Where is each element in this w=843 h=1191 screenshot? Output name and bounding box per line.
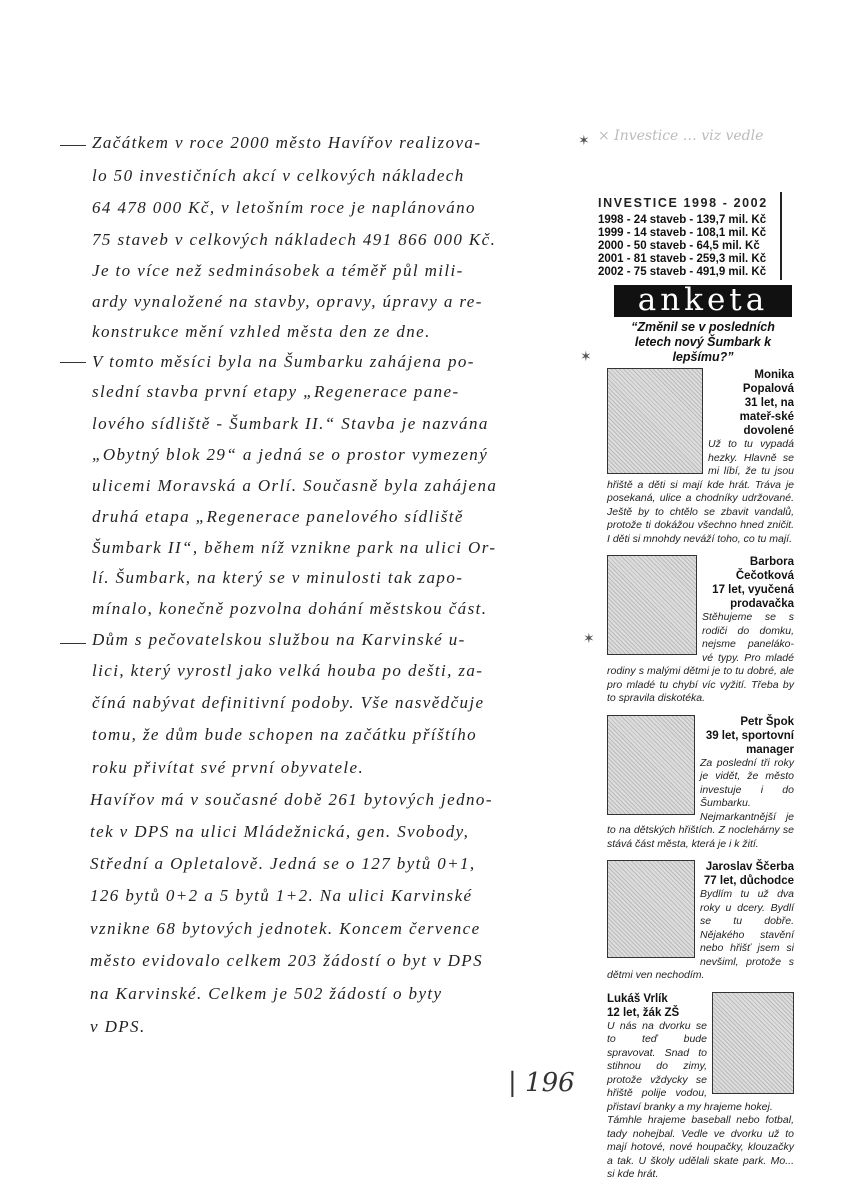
respondent-answer: U nás na dvorku se to teď bude spravovat. Snad to stihnou do zimy, protože vždycky se hřiště polije vodou, přistaví branky a my hrajeme hokej. [607,1019,773,1113]
investice-row: 2002 - 75 staveb - 491,9 mil. Kč [598,266,767,278]
respondent-name: Monika Popalová [742,369,794,395]
handwritten-line: konstrukce mění vzhled města den ze dne. [92,322,431,341]
handwritten-line: ulicemi Moravská a Orlí. Současně byla zahájena [92,476,498,495]
respondent-answer: Za poslední tři roky je vidět, že město investuje i do Šumbarku. Nejmarkantnější je to na dětských hřištích. Z noclehárny se stává část města, která je i k žití. [607,756,794,850]
respondent-answer: Stěhujeme se s rodiči do domku, nejsme paneláko-vé typy. Pro mladé rodiny s malými dětmi je to tu dobré, ale pro mladé tu chybí víc vyžití. Třeba by to spravila diskotéka. [607,611,794,704]
handwritten-line: vznikne 68 bytových jednotek. Koncem července [90,919,481,938]
investice-row: 2001 - 81 staveb - 259,3 mil. Kč [598,253,767,265]
investice-row: 1999 - 14 staveb - 108,1 mil. Kč [598,227,767,239]
respondent-answer: Bydlím tu už dva roky u dcery. Bydlí se tu dobře. Nějakého stavění nebo hřišť jsem si nevšiml, protože s dětmi ven nechodím. [607,888,794,981]
respondent-photo [607,368,703,474]
handwritten-line: lového sídliště - Šumbark II.“ Stavba je nazvána [92,414,489,433]
respondent-name: Petr Špok [740,715,794,728]
paragraph-dash [60,362,86,363]
respondent-photo [607,715,695,815]
paragraph-dash [60,145,86,146]
handwritten-line: Střední a Opletalově. Jedná se o 127 bytů 0+1, [90,854,476,873]
respondent [607,368,794,546]
margin-note: × Investice … viz vedle [598,128,764,144]
handwritten-line: V tomto měsíci byla na Šumbarku zahájena po- [92,352,475,371]
respondent [607,555,794,706]
investice-box [598,196,778,279]
investice-row: 1998 - 24 staveb - 139,7 mil. Kč [598,214,767,226]
respondent-info: 31 let, na mateř-ské dovolené [739,397,794,437]
respondent-info: 77 let, důchodce [703,875,794,887]
respondent [607,992,794,1182]
handwritten-line: lici, který vyrostl jako velká houba po dešti, za- [92,661,484,680]
respondent-answer-continued: Támhle hrajeme baseball nebo fotbal, tady nohejbal. Vedle ve dvorku už to mají hotové, nové houpačky, klouzačky a tak. U školy udělali skate park. Mo... si kde hrát. [607,1114,794,1180]
asterisk-mark-icon: ✶ [580,348,592,364]
handwritten-line: slední stavba první etapy „Regenerace pane- [92,382,460,401]
respondent-photo [712,992,794,1094]
divider [780,192,782,280]
handwritten-line: Začátkem v roce 2000 město Havířov realizova- [92,133,482,152]
respondent-name: Lukáš Vrlík [607,992,668,1005]
respondent-info: 39 let, sportovní manager [705,729,794,756]
handwritten-line: 126 bytů 0+2 a 5 bytů 1+2. Na ulici Karvinské [90,886,473,905]
respondent [607,715,794,852]
handwritten-line: v DPS. [90,1017,146,1036]
handwritten-line: 64 478 000 Kč, v letošním roce je naplánováno [92,198,476,217]
anketa-banner: anketa [614,285,792,317]
investice-row: 2000 - 50 staveb - 64,5 mil. Kč [598,240,760,252]
respondent-answer: Už to tu vypadá hezky. Hlavně se mi líbí, že tu jsou hřiště a děti si mají kde hrát. Tráva je posekaná, ulice a chodníky udržované. Ještě by to chtělo se zbavit vandalů, protože ti dokážou všechno hned zničit. I děti si mnohdy neváží toho, co tu mají. [607,438,794,545]
handwritten-line: lí. Šumbark, na který se v minulosti tak zapo- [92,568,464,587]
handwritten-line: „Obytný blok 29“ a jedná se o prostor vymezený [92,445,489,464]
asterisk-mark-icon: ✶ [583,630,595,646]
handwritten-line: mínalo, konečně pozvolna dohání městskou část. [92,599,488,618]
respondent-photo [607,860,695,958]
page-number: | 196 [508,1068,575,1098]
handwritten-line: na Karvinské. Celkem je 502 žádostí o byty [90,984,443,1003]
handwritten-line: tek v DPS na ulici Mládežnická, gen. Svobody, [90,822,470,841]
handwritten-line: druhá etapa „Regenerace panelového sídliště [92,507,464,526]
respondent-photo [607,555,697,655]
handwritten-line: Je to více než sedminásobek a téměř půl mili- [92,261,464,280]
investice-title: INVESTICE 1998 - 2002 [598,196,768,210]
handwritten-line: 75 staveb v celkových nákladech 491 866 000 Kč. [92,230,497,249]
respondent-info: 12 let, žák ZŠ [607,1006,680,1019]
handwritten-line: Dům s pečovatelskou službou na Karvinské u- [92,630,466,649]
handwritten-line: město evidovalo celkem 203 žádostí o byt v DPS [90,951,483,970]
asterisk-mark-icon: ✶ [578,132,590,148]
page-number-value: 196 [525,1068,575,1098]
handwritten-line: Havířov má v současné době 261 bytových jedno- [90,790,493,809]
respondent-name: Jaroslav Ščerba [705,861,794,873]
handwritten-line: roku přivítat své první obyvatele. [92,758,365,777]
anketa-question: “Změnil se v posledních letech nový Šumbark k lepšímu?” [631,320,775,364]
respondent [607,860,794,983]
handwritten-line: lo 50 investičních akcí v celkových nákladech [92,166,465,185]
handwritten-line: tomu, že dům bude schopen na začátku příštího [92,725,478,744]
respondent-info: 17 let, vyučená prodavačka [712,584,794,610]
handwritten-line: číná nabývat definitivní podoby. Vše nasvědčuje [92,693,485,712]
anketa-respondents [607,368,794,1191]
respondent-name: Barbora Čečotková [735,556,794,582]
paragraph-dash [60,643,86,644]
handwritten-line: ardy vynaložené na stavby, opravy, úpravy a re- [92,292,483,311]
handwritten-line: Šumbark II“, během níž vznikne park na ulici Or- [92,538,497,557]
